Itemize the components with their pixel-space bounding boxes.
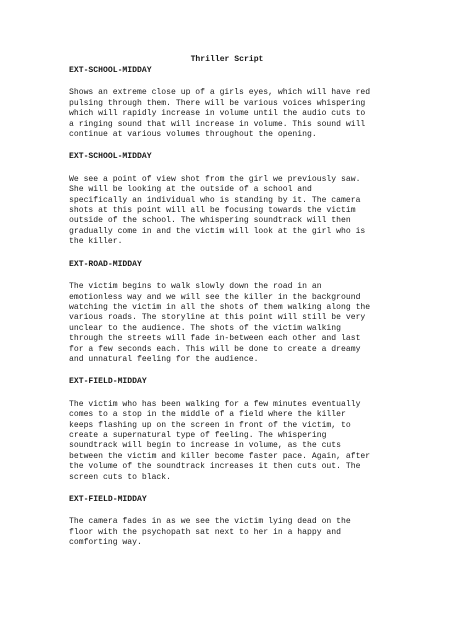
script-section [69, 66, 389, 140]
description-line: pulsing through them. There will be various voices whispering [69, 98, 366, 108]
description-line: soundtrack will begin to increase in volume, as the cuts [69, 441, 341, 451]
description-line: through the streets will fade in-between each other and last [69, 334, 361, 344]
scene-description [69, 517, 389, 548]
description-line: for a few seconds each. This will be done to create a dreamy [69, 344, 361, 354]
description-line: shots at this point will all be focusing towards the victim [69, 206, 356, 216]
scene-description [69, 282, 389, 365]
description-line: the volume of the soundtrack increases it then cuts out. The [69, 462, 361, 472]
scene-heading: EXT-SCHOOL-MIDDAY [69, 66, 152, 75]
description-line: The camera fades in as we see the victim lying dead on the [69, 517, 351, 527]
description-line: screen cuts to black. [69, 472, 171, 482]
scene-description [69, 175, 389, 248]
description-line: between the victim and killer become faster pace. Again, after [69, 451, 371, 461]
document-title: Thriller Script [190, 55, 264, 64]
description-line: comes to a stop in the middle of a field where the killer [69, 410, 346, 420]
description-line: keeps flashing up on the screen in front of the victim, to [69, 420, 351, 430]
description-line: unclear to the audience. The shots of the victim walking [69, 323, 341, 333]
scene-heading: EXT-FIELD-MIDDAY [69, 495, 147, 504]
script-body [69, 66, 389, 561]
description-line: a ringing sound that will increase in volume. This sound will [69, 119, 366, 129]
scene-heading: EXT-SCHOOL-MIDDAY [69, 152, 152, 162]
description-line: specifically an individual who is standing by it. The camera [69, 195, 361, 205]
description-line: comforting way. [69, 538, 142, 548]
script-section [69, 495, 389, 549]
description-line: create a supernatural type of feeling. The whispering [69, 430, 327, 440]
description-line: the killer. [69, 237, 123, 247]
scene-description [69, 88, 389, 140]
script-section [69, 260, 389, 366]
description-line: outside of the school. The whispering soundtrack will then [69, 216, 351, 226]
description-line: Shows an extreme close up of a girls eyes, which will have red [69, 88, 371, 98]
script-section [69, 377, 389, 483]
description-line: floor with the psychopath sat next to her in a happy and [69, 527, 341, 537]
description-line: various roads. The storyline at this point will still be very [69, 313, 366, 323]
description-line: continue at various volumes throughout the opening. [69, 130, 317, 140]
description-line: We see a point of view shot from the girl we previously saw. [69, 174, 361, 184]
description-line: which will rapidly increase in volume until the audio cuts to [69, 109, 366, 119]
description-line: emotionless way and we will see the killer in the background [69, 292, 361, 302]
description-line: watching the victim in all the shots of them walking along the [69, 302, 371, 312]
scene-heading: EXT-ROAD-MIDDAY [69, 259, 142, 269]
description-line: and unnatural feeling for the audience. [69, 354, 259, 364]
description-line: gradually come in and the victim will look at the girl who is [69, 226, 366, 236]
description-line: The victim begins to walk slowly down the road in an [69, 282, 322, 292]
description-line: She will be looking at the outside of a school and [69, 185, 312, 195]
scene-heading: EXT-FIELD-MIDDAY [69, 377, 147, 387]
description-line: The victim who has been walking for a few minutes eventually [69, 399, 361, 409]
scene-description [69, 400, 389, 483]
script-section [69, 152, 389, 247]
